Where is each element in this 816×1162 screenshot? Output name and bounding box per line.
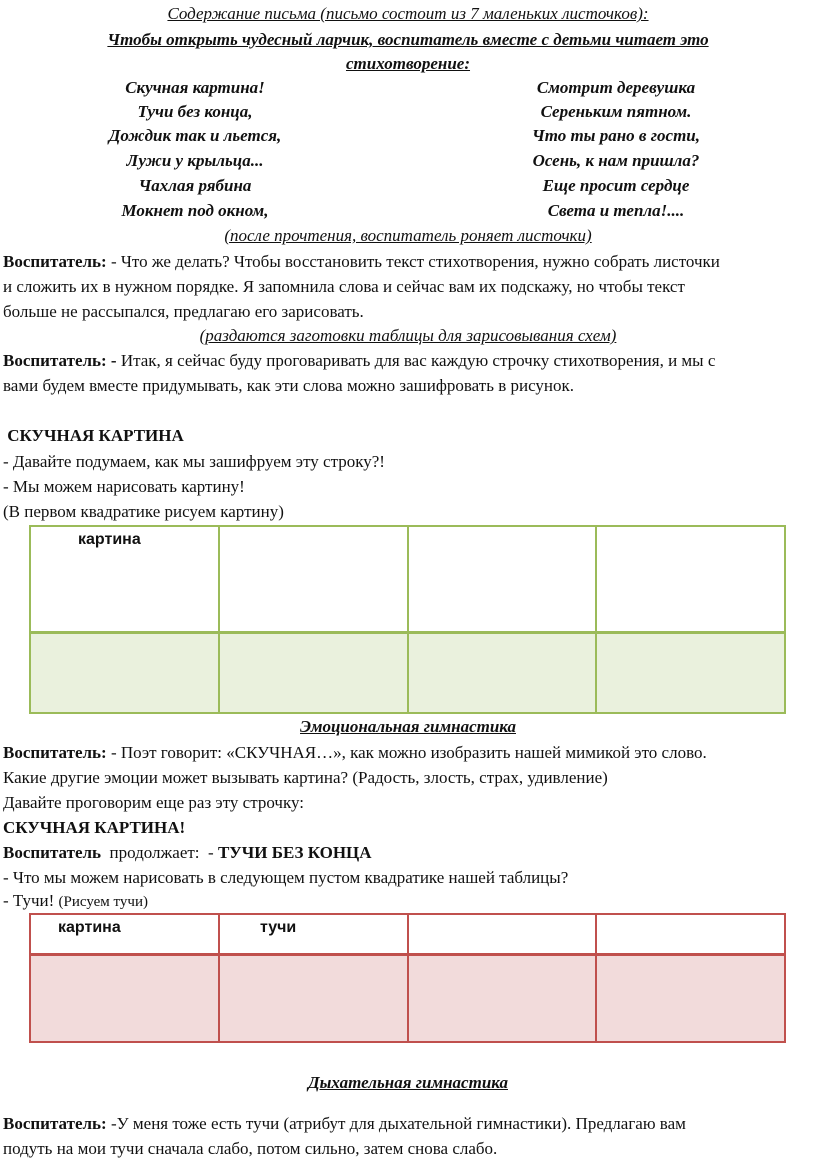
poem-left-line: Скучная картина! bbox=[125, 78, 265, 97]
drawing-table-1 bbox=[29, 525, 786, 714]
speech-text: - Поэт говорит: «СКУЧНАЯ…», как можно изобразить нашей мимикой это слово. bbox=[106, 743, 707, 762]
speech-text: Итак, я сейчас буду проговаривать для вас каждую строчку стихотворения, и мы с bbox=[116, 351, 716, 370]
poem-right-line: Сереньким пятном. bbox=[540, 102, 692, 121]
table-cell bbox=[408, 955, 597, 1043]
repeated-line: СКУЧНАЯ КАРТИНА! bbox=[3, 818, 186, 837]
cell-label bbox=[409, 527, 596, 531]
table-cell bbox=[30, 955, 219, 1043]
cell-label bbox=[597, 915, 784, 919]
teacher-paragraph-3-line-2: Какие другие эмоции может вызывать картина? (Радость, злость, страх, удивление) bbox=[3, 768, 608, 787]
emotional-gymnastics-heading: Эмоциональная гимнастика bbox=[300, 717, 516, 736]
drawing-table-2 bbox=[29, 913, 786, 1043]
dialogue-line: - Что мы можем нарисовать в следующем пустом квадратике нашей таблицы? bbox=[3, 868, 569, 887]
table-cell bbox=[30, 633, 219, 714]
teacher-paragraph-5 bbox=[3, 1113, 686, 1135]
speaker-label: Воспитатель bbox=[3, 843, 102, 862]
cell-label: тучи bbox=[259, 919, 297, 936]
answer-text: - Тучи! bbox=[3, 891, 59, 910]
breathing-gymnastics-heading: Дыхательная гимнастика bbox=[308, 1073, 508, 1092]
speaker-label: Воспитатель: - bbox=[3, 351, 117, 370]
teacher-paragraph-3 bbox=[3, 742, 707, 764]
dialogue-line: - Мы можем нарисовать картину! bbox=[3, 477, 245, 496]
table-cell bbox=[219, 955, 408, 1043]
poem-left-line: Мокнет под окном, bbox=[121, 201, 269, 220]
poem-right-line: Смотрит деревушка bbox=[536, 78, 696, 97]
poem-right-line: Осень, к нам пришла? bbox=[532, 151, 700, 170]
dialogue-line: - Давайте подумаем, как мы зашифруем эту строку?! bbox=[3, 452, 385, 471]
dialogue-line bbox=[3, 890, 148, 913]
poem-right-line: Света и тепла!.... bbox=[547, 201, 685, 220]
table-cell bbox=[219, 633, 408, 714]
table-cell bbox=[219, 914, 408, 955]
poem-left-line: Чахлая рябина bbox=[138, 176, 252, 195]
table-cell bbox=[596, 914, 785, 955]
teacher-paragraph-1-line-3: больше не рассыпался, предлагаю его зарисовать. bbox=[3, 302, 364, 321]
stage-direction-templates: (раздаются заготовки таблицы для зарисовывания схем) bbox=[199, 326, 617, 345]
table-cell bbox=[408, 914, 597, 955]
task-line-2: стихотворение: bbox=[345, 54, 471, 73]
stage-direction-after-poem: (после прочтения, воспитатель роняет листочки) bbox=[224, 226, 592, 245]
table-row bbox=[30, 914, 785, 955]
speech-text: - Что же делать? Чтобы восстановить текст стихотворения, нужно собрать листочки bbox=[106, 252, 720, 271]
speaker-label: Воспитатель: bbox=[3, 252, 107, 271]
dialogue-line: (В первом квадратике рисуем картину) bbox=[3, 502, 284, 521]
poem-phrase: ТУЧИ БЕЗ КОНЦА bbox=[217, 843, 372, 862]
cell-label bbox=[597, 527, 784, 531]
cell-label bbox=[220, 527, 407, 531]
table-row bbox=[30, 633, 785, 714]
teacher-paragraph-5-line-2: подуть на мои тучи сначала слабо, потом сильно, затем снова слабо. bbox=[3, 1139, 498, 1158]
speech-text: продолжает: - bbox=[101, 843, 218, 862]
letter-intro: Содержание письма (письмо состоит из 7 маленьких листочков): bbox=[167, 4, 649, 23]
table-cell bbox=[219, 526, 408, 633]
teacher-paragraph-2-line-2: вами будем вместе придумывать, как эти слова можно зашифровать в рисунок. bbox=[3, 376, 575, 395]
poem-right-line: Что ты рано в гости, bbox=[531, 126, 701, 145]
teacher-paragraph-1 bbox=[3, 251, 720, 273]
speaker-label: Воспитатель: bbox=[3, 743, 107, 762]
table-cell bbox=[596, 955, 785, 1043]
poem-right-line: Еще просит сердце bbox=[542, 176, 690, 195]
teacher-paragraph-1-line-2: и сложить их в нужном порядке. Я запомнила слова и сейчас вам их подскажу, но чтобы текст bbox=[3, 277, 685, 296]
speech-text: -У меня тоже есть тучи (атрибут для дыхательной гимнастики). Предлагаю вам bbox=[106, 1114, 686, 1133]
table-row bbox=[30, 955, 785, 1043]
table-cell bbox=[30, 914, 219, 955]
cell-label: картина bbox=[58, 919, 121, 936]
section-heading-boring-picture: СКУЧНАЯ КАРТИНА bbox=[3, 426, 184, 445]
task-line-1: Чтобы открыть чудесный ларчик, воспитатель вместе с детьми читает это bbox=[107, 30, 709, 49]
table-cell bbox=[408, 633, 597, 714]
teacher-paragraph-2 bbox=[3, 350, 715, 372]
answer-note: (Рисуем тучи) bbox=[58, 894, 148, 910]
speaker-label: Воспитатель: bbox=[3, 1114, 107, 1133]
table-row bbox=[30, 526, 785, 633]
table-cell bbox=[596, 633, 785, 714]
poem-left-line: Тучи без конца, bbox=[137, 102, 253, 121]
cell-label bbox=[409, 915, 596, 919]
teacher-paragraph-3-line-3: Давайте проговорим еще раз эту строчку: bbox=[3, 793, 304, 812]
cell-label: картина bbox=[78, 531, 141, 548]
table-cell bbox=[30, 526, 219, 633]
teacher-paragraph-4 bbox=[3, 842, 372, 864]
poem-left-line: Дождик так и льется, bbox=[108, 126, 282, 145]
table-cell bbox=[596, 526, 785, 633]
table-cell bbox=[408, 526, 597, 633]
poem-left-line: Лужи у крыльца... bbox=[126, 151, 264, 170]
